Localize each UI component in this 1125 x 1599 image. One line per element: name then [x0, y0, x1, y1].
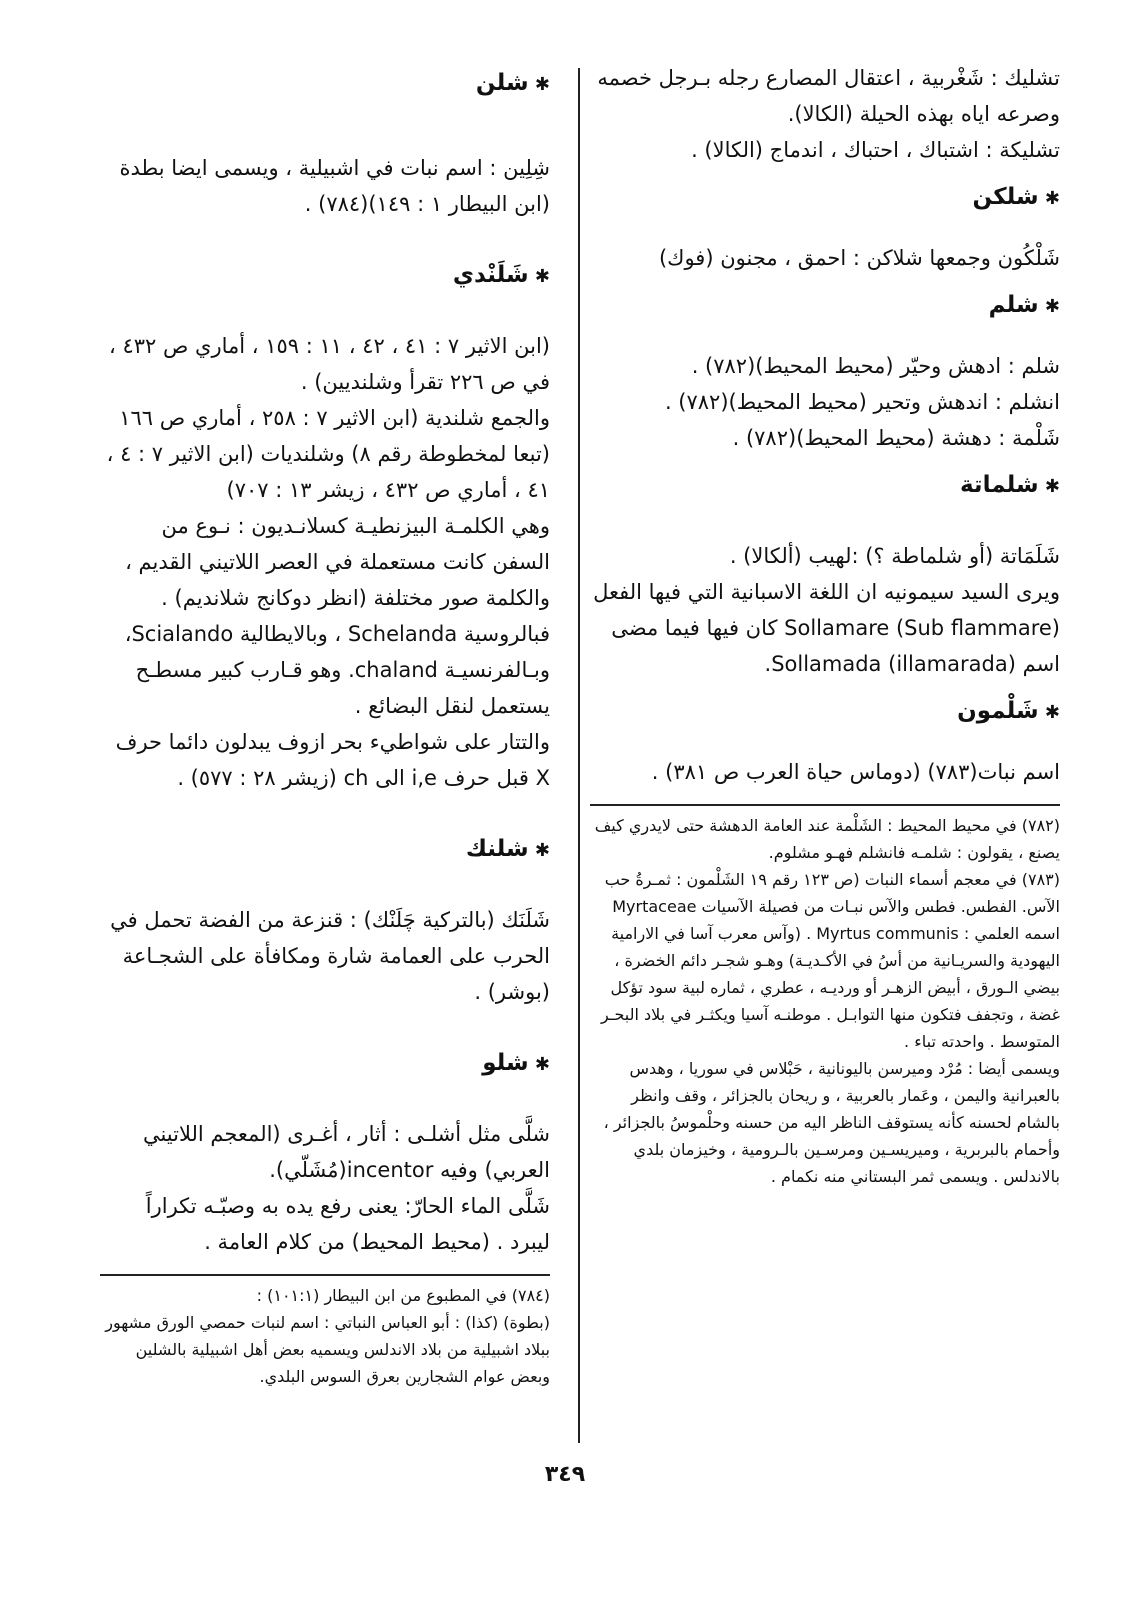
entry-shalam: شلم : ادهش وحيّر (محيط المحيط)(٧٨٢) .: [691, 354, 1060, 378]
heading-shalkan: ✱ شلكن: [590, 184, 1060, 210]
footnote-782: (٧٨٢) في محيط المحيط : الشَلْمة عند العامة الدهشة حتى لايدري كيف يصنع ، يقولون : شلمـه فانشلم فهـو مشلوم.: [594, 816, 1060, 862]
footnote-divider-right: [590, 804, 1060, 806]
entry-shalandiya-plural: والجمع شلندية (ابن الاثير ٧ : ٢٥٨ ، أماري ص ١٦٦ (تبعا لمخطوطة رقم ٨) وشلنديات (ابن الاثير ٧ : ٤ ، ٤١ ، أماري ص ٤٣٢ ، زيشر ١٣ : ٧٠٧): [106, 406, 550, 502]
footnote-783-cont: ويسمى أيضا : مُرْد وميرسن باليونانية ، حَبْلاس في سوريا ، وهدس بالعبرانية واليمن ، وعَمار بالعربية ، و ريحان بالجزائر ، وقف وانظر بالشام لحسنه كأنه يستوقف الناظر اليه من حسنه وحلْموسُ بالجزائر ، وأحمام بالبربرية ، وميريسـين ومرسـين بالـرومية ، وخيزمان بلدي بالاندلس . ويسمى ثمر البستاني منه نكمام .: [603, 1059, 1060, 1186]
entry-shalank: شَلَنَك (بالتركية چَلَنْك) : قنزعة من الفضة تحمل في الحرب على العمامة شارة ومكافأة على الشجـاعة (بوشر) .: [110, 908, 550, 1004]
entry-inshalam: انشلم : اندهش وتحير (محيط المحيط)(٧٨٢) .: [664, 390, 1060, 414]
entry-tatars: والتتار على شواطيء بحر ازوف يبدلون دائما حرف X قبل حرف i,e الى ch (زيشر ٢٨ : ٥٧٧) .: [115, 730, 550, 790]
heading-shalandi: ✱ شَلَنْدي: [100, 262, 550, 288]
entry-simonet: ويرى السيد سيمونيه ان اللغة الاسبانية التي فيها الفعل (Sub flammare) Sollamare كان فيها فيما مضى اسم (illamarada) Sollamada.: [593, 580, 1060, 676]
page-number: ٣٤٩: [544, 1462, 586, 1487]
entry-shalamata: شَلَمَاتة (أو شلماطة ؟) :لهيب (ألكالا) .: [729, 544, 1060, 568]
heading-shalank: ✱ شلنك: [100, 836, 550, 862]
entry-shalla: شلَّى مثل أشلـى : أثار ، أغـرى (المعجم اللاتيني العربي) وفيه incentor(مُشَلّي).: [142, 1122, 550, 1182]
entry-tashlika: تشليكة : اشتباك ، احتباك ، اندماج (الكالا) .: [691, 138, 1060, 162]
footnote-divider-left: [100, 1274, 550, 1276]
left-column: [100, 70, 550, 1390]
entry-tashlik: تشليك : شَغْربية ، اعتقال المصارع رجله بـرجل خصمه وصرعه اياه بهذه الحيلة (الكالا).: [597, 66, 1060, 126]
column-divider: [578, 68, 580, 1443]
entry-shalandi-refs: (ابن الاثير ٧ : ٤١ ، ٤٢ ، ١١ : ١٥٩ ، أماري ص ٤٣٢ ، في ص ٢٢٦ تقرأ وشلنديين) .: [109, 334, 550, 394]
entry-shalla-water: شَلَّى الماء الحارّ: يعنى رفع يده به وصبّـه تكراراً ليبرد . (محيط المحيط) من كلام العامة .: [145, 1194, 550, 1254]
entry-shalkun: شَلْكُون وجمعها شلاكن : احمق ، مجنون (فوك): [658, 246, 1060, 270]
entry-shilin: شِلِين : اسم نبات في اشبيلية ، ويسمى ايضا بطدة (ابن البيطار ١ : ١٤٩)(٧٨٤) .: [119, 156, 550, 216]
heading-shalan: ✱ شلن: [100, 70, 550, 96]
footnote-784: (٧٨٤) في المطبوع من ابن البيطار (١٠١:١) :: [256, 1286, 550, 1305]
footnote-783: (٧٨٣) في معجم أسماء النبات (ص ١٢٣ رقم ١٩ الشَلْمون : ثمـرةُ حب الآس. الفطس. فطس والآس نبـات من فصيلة الآسيات Myrtaceae اسمه العلمي : Myrtus communis . (وآس معرب آسا في الارامية اليهودية والسريـانية من أسُ في الأكـديـة) وهـو شجـر دائم الخضرة ، بيضي الـورق ، أبيض الزهـر أو ورديـه ، عطري ، ثماره لبية سود تؤكل غضة ، وتجفف فتكون منها التوابـل . موطنـه آسيا ويكثـر في بلاد البحـر المتوسط . واحدته تباء .: [600, 870, 1060, 1051]
entry-shalma: شَلْمة : دهشة (محيط المحيط)(٧٨٢) .: [732, 426, 1060, 450]
entry-shalmun: اسم نبات(٧٨٣) (دوماس حياة العرب ص ٣٨١) .: [651, 760, 1060, 784]
heading-shalam: ✱ شلم: [590, 292, 1060, 318]
heading-shalu: ✱ شلو: [100, 1050, 550, 1076]
entry-byzantine-word: وهي الكلمـة البيزنطيـة كسلانـديون : نـوع من السفن كانت مستعملة في العصر اللاتيني القديم ، والكلمة صور مختلفة (انظر دوكانج شلانديم) . فبالروسية Schelanda ، وبالايطالية Scialando، وبـالفرنسيـة chaland. وهو قـارب كبير مسطـح يستعمل لنقل البضائع .: [124, 514, 550, 718]
footnote-784-cont: (بطوة) (كذا) : أبو العباس النباتي : اسم لنبات حمصي الورق مشهور ببلاد اشبيلية من بلاد الاندلس ويسميه بعض أهل اشبيلية بالشلين وبعض عوام الشجارين بعرق السوس البلدي.: [105, 1313, 550, 1386]
heading-shalmun: ✱ شَلْمون: [590, 698, 1060, 724]
right-column: [590, 60, 1060, 1190]
heading-shalamata: ✱ شلماتة: [590, 472, 1060, 498]
